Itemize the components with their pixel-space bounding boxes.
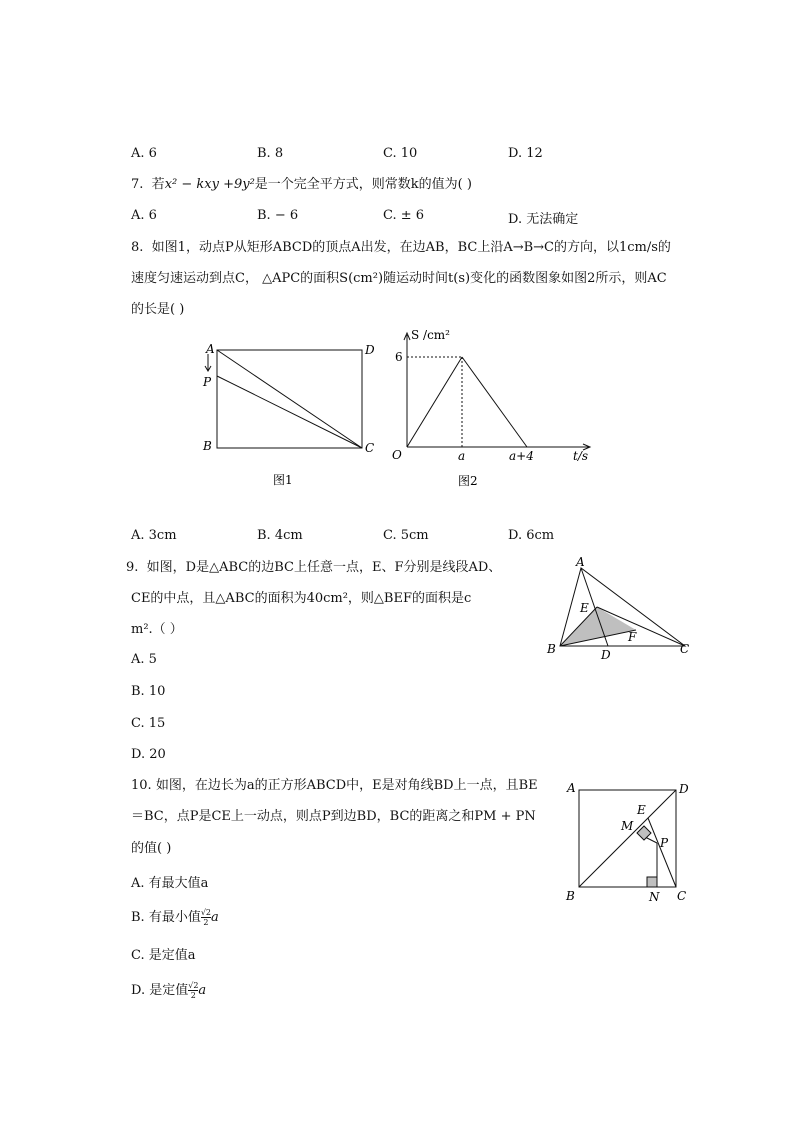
tick-a4-label: a+4 <box>509 449 534 463</box>
q9-figure <box>540 555 700 663</box>
peak-value-label: 6 <box>395 350 403 364</box>
q8-figure1 <box>198 338 383 493</box>
q10-line1-text: 如图，在边长为a的正方形ABCD中，E是对角线BD上一点，且BE <box>155 778 538 793</box>
q8-option-b: B. 4cm <box>257 528 303 543</box>
segment-ac <box>217 350 362 448</box>
q7-number: 7. <box>131 177 144 192</box>
label-a: A <box>567 781 576 795</box>
q7-option-d: D. 无法确定 <box>508 212 579 227</box>
variable-a: a <box>198 983 207 998</box>
y-axis-label: S /cm² <box>411 328 450 342</box>
q6-option-a: A. 6 <box>131 146 157 161</box>
q7-text-pre: 若 <box>151 177 165 192</box>
q6-option-b: B. 8 <box>257 146 284 161</box>
q9-option-c: C. 15 <box>131 716 166 731</box>
q9-stem-line3: m².（ ） <box>131 622 183 637</box>
label-f: F <box>628 630 637 644</box>
q7-option-a: A. 6 <box>131 208 157 223</box>
q9-option-d: D. 20 <box>131 747 166 762</box>
q10-option-b <box>131 906 219 927</box>
figure1-caption: 图1 <box>273 473 293 487</box>
label-n: N <box>649 890 660 904</box>
label-e: E <box>580 601 589 615</box>
q8-option-a: A. 3cm <box>131 528 177 543</box>
x-axis-label: t/s <box>573 449 589 463</box>
fraction-sqrt2-over-2 <box>201 908 211 927</box>
q7-text-post: 是一个完全平方式，则常数k的值为( ) <box>254 177 472 192</box>
q10-option-c: C. 是定值a <box>131 948 196 963</box>
label-c: C <box>365 441 375 455</box>
q10-stem-line3: 的值( ) <box>131 841 172 856</box>
label-b: B <box>566 889 575 903</box>
q9-line1-text: 如图，D是△ABC的边BC上任意一点，E、F分别是线段AD、 <box>146 560 502 575</box>
fraction-numerator: √2 <box>188 981 199 990</box>
q9-number: 9. <box>126 560 139 575</box>
right-angle-marker-n <box>647 877 657 887</box>
variable-a: a <box>211 910 219 925</box>
fraction-numerator: √2 <box>200 908 212 917</box>
label-c: C <box>677 889 687 903</box>
q10-figure <box>560 776 700 906</box>
q10-option-b-text: B. 有最小值 <box>131 910 201 925</box>
q10-stem-line2: ＝BC，点P是CE上一动点，则点P到边BD，BC的距离之和PM + PN <box>131 809 536 824</box>
label-p: P <box>203 375 212 389</box>
q8-stem-line1 <box>131 238 671 258</box>
label-d: D <box>365 343 375 357</box>
q9-stem-line1 <box>126 558 501 578</box>
q7-option-c: C. ± 6 <box>383 208 425 223</box>
label-d: D <box>679 782 689 796</box>
q9-stem-line2: CE的中点，且△ABC的面积为40cm²，则△BEF的面积是c <box>131 591 472 606</box>
q8-line1-text: 如图1，动点P从矩形ABCD的顶点A出发，在边AB，BC上沿A→B→C的方向，以1cm/s的 <box>151 240 671 255</box>
q10-number: 10. <box>131 778 152 793</box>
figure2-caption: 图2 <box>458 474 478 488</box>
label-m: M <box>621 819 634 833</box>
q10-option-d <box>131 979 206 1000</box>
q7-stem <box>131 175 472 195</box>
label-a: A <box>206 342 215 356</box>
label-b: B <box>547 642 556 656</box>
label-d: D <box>601 648 611 662</box>
q7-option-b: B. − 6 <box>257 208 299 223</box>
q8-stem-line3: 的长是( ) <box>131 302 185 317</box>
q8-option-c: C. 5cm <box>383 528 429 543</box>
triangle-bef-fill <box>560 607 636 646</box>
graph-falling-segment <box>462 357 527 447</box>
q8-stem-line2: 速度匀速运动到点C， △APC的面积S(cm²)随运动时间t(s)变化的函数图象如图2所示，则AC <box>131 271 667 286</box>
q7-expression: x² − kxy +9y² <box>164 177 255 192</box>
q8-option-d: D. 6cm <box>508 528 555 543</box>
q9-option-a: A. 5 <box>131 652 157 667</box>
tick-a-label: a <box>458 449 466 463</box>
segment-pc <box>217 376 362 448</box>
q6-option-c: C. 10 <box>383 146 418 161</box>
q10-stem-line1 <box>131 776 538 796</box>
q8-figure2 <box>385 325 600 493</box>
q8-number: 8. <box>131 240 144 255</box>
graph-rising-segment <box>407 357 462 447</box>
origin-label: O <box>392 448 402 462</box>
fraction-sqrt2-over-2 <box>188 981 198 1000</box>
q9-option-b: B. 10 <box>131 684 166 699</box>
right-angle-marker-m <box>637 826 651 840</box>
label-c: C <box>680 642 690 656</box>
q10-option-a: A. 有最大值a <box>131 876 209 891</box>
label-b: B <box>203 439 212 453</box>
label-p: P <box>660 836 669 850</box>
fraction-denominator: 2 <box>190 991 196 1000</box>
label-a: A <box>576 555 585 569</box>
q10-option-d-text: D. 是定值 <box>131 983 189 998</box>
fraction-denominator: 2 <box>203 918 209 927</box>
label-e: E <box>637 803 646 817</box>
q6-option-d: D. 12 <box>508 146 543 161</box>
